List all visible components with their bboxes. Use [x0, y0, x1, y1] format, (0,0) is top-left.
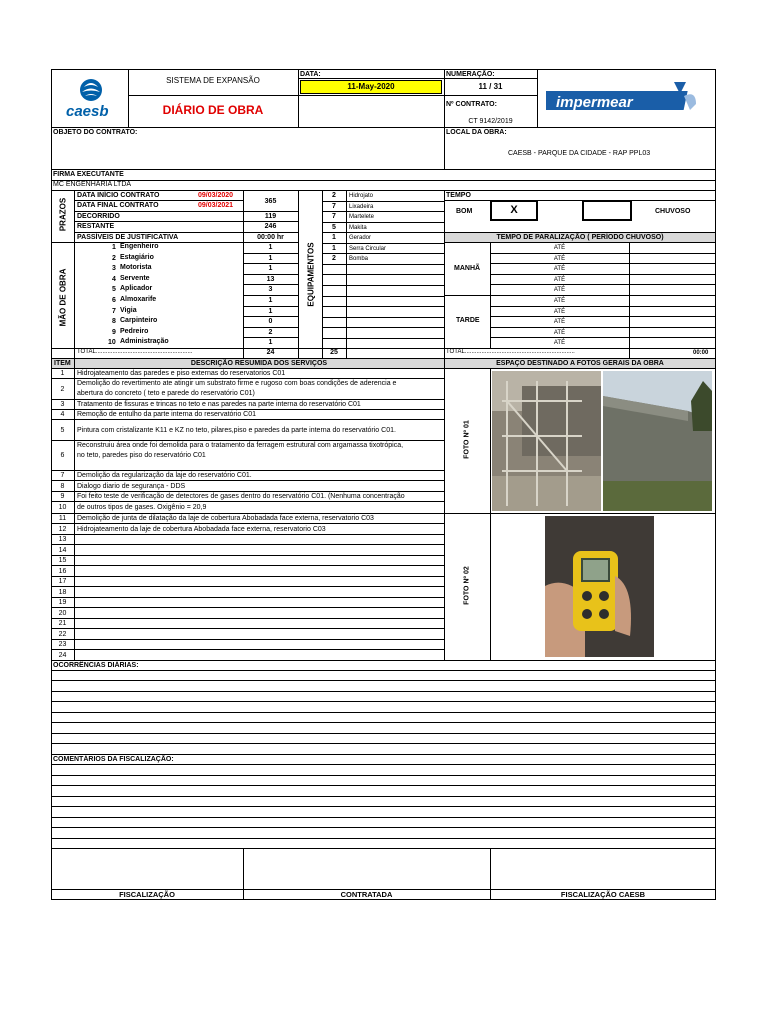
fotos-header: ESPAÇO DESTINADO A FOTOS GERAIS DA OBRA: [496, 360, 664, 367]
mao-item-label: Engenheiro: [120, 243, 159, 250]
ocorrencias-line[interactable]: [51, 743, 716, 744]
servico-item-text-line2: no teto, paredes piso do reservatório C01: [77, 452, 206, 459]
servico-item-number: 1: [60, 370, 65, 377]
photo-scaffolding: [492, 371, 601, 511]
caesb-logo-text: caesb: [66, 103, 109, 120]
mao-item-number: 10: [108, 339, 116, 346]
date-label: DATA:: [300, 71, 321, 78]
foto2-label: FOTO Nº 02: [463, 566, 471, 605]
prazo-decorrido-value: 119: [264, 213, 277, 220]
mao-item-label: Almoxarife: [120, 296, 157, 303]
ate-label: ATÉ: [553, 319, 566, 325]
mao-item-label: Pedreiro: [120, 328, 149, 335]
photo-reservoir: [603, 371, 712, 511]
prazo-decorrido-label: DECORRIDO: [77, 213, 120, 220]
mao-item-label: Motorista: [120, 264, 152, 271]
foto1-label: FOTO Nº 01: [463, 420, 471, 459]
prazo-inicio-date: 09/03/2020: [198, 192, 234, 199]
servico-item-number: 22: [58, 631, 67, 638]
system-title: SISTEMA DE EXPANSÃO: [166, 76, 260, 85]
ocorrencias-line[interactable]: [51, 680, 716, 681]
servico-item-text: Tratamento de fissuras e trincas no teto e nas paredes na parte interna do reservatório C01: [77, 401, 361, 408]
prazo-passiveis-value: 00:00 hr: [257, 234, 284, 241]
equip-item-qty: 7: [332, 203, 336, 210]
mao-item-number: 1: [112, 244, 116, 251]
servico-item-number: 8: [60, 483, 65, 490]
caesb-logo: [62, 75, 120, 120]
local-label: LOCAL DA OBRA:: [446, 129, 507, 136]
tempo-manha-label: MANHÃ: [454, 265, 481, 272]
tempo-tarde-label: TARDE: [456, 317, 480, 324]
comentarios-line[interactable]: [51, 817, 716, 818]
comentarios-line[interactable]: [51, 764, 716, 765]
tempo-chuvoso-checkbox[interactable]: [582, 200, 632, 221]
servico-item-number: 10: [58, 504, 67, 511]
servico-item-number: 9: [60, 493, 65, 500]
mao-de-obra-section-label: MÃO DE OBRA: [58, 268, 68, 327]
contrato-label: Nº CONTRATO:: [446, 101, 497, 108]
tempo-total-label: TOTAL..................................................................: [446, 349, 575, 355]
servico-item-number: 2: [60, 386, 65, 393]
comentarios-line[interactable]: [51, 827, 716, 828]
servico-item-number: 3: [60, 401, 65, 408]
prazos-section-label: PRAZOS: [58, 197, 68, 232]
tempo-label: TEMPO: [446, 192, 471, 199]
servico-item-number: 16: [58, 568, 67, 575]
equip-item-qty: 7: [332, 213, 336, 220]
servico-item-text-line2: abertura do concreto ( teto e parede do reservatório C01): [77, 390, 255, 397]
prazo-final-date: 09/03/2021: [198, 202, 234, 209]
prazo-inicio-label: DATA INÍCIO CONTRATO: [77, 192, 160, 199]
mao-item-qty: 1: [268, 255, 273, 262]
mao-item-label: Carpinteiro: [120, 317, 158, 324]
ate-label: ATÉ: [553, 298, 566, 304]
ate-label: ATÉ: [553, 330, 566, 336]
ocorrencias-line[interactable]: [51, 733, 716, 734]
servico-item-number: 5: [60, 427, 65, 434]
servico-item-text: Foi feito teste de verificação de detectores de gases dentro do reservatório C01. (Nenhuma concentração: [77, 493, 405, 500]
mao-item-label: Estagiário: [120, 254, 154, 261]
prazo-passiveis-label: PASSÍVEIS DE JUSTIFICATIVA: [77, 234, 179, 241]
mao-item-qty: 1: [268, 297, 273, 304]
comentarios-line[interactable]: [51, 775, 716, 776]
servico-item-text: Demolição do revertimento ate atingir um substrato firme e rugoso com boas condições de aderencia e: [77, 380, 397, 387]
local-value: CAESB - PARQUE DA CIDADE - RAP PPL03: [508, 150, 651, 157]
ate-label: ATÉ: [553, 287, 566, 293]
prazo-inicio-value: 365: [264, 198, 277, 205]
signature-contratada: CONTRATADA: [340, 890, 393, 899]
ocorrencias-line[interactable]: [51, 701, 716, 702]
servico-item-text: Dialogo diario de segurança - DDS: [77, 483, 186, 490]
mao-item-label: Aplicador: [120, 285, 153, 292]
comentarios-line[interactable]: [51, 838, 716, 839]
ate-label: ATÉ: [553, 256, 566, 262]
comentarios-line[interactable]: [51, 806, 716, 807]
tempo-bom-mark: X: [510, 204, 518, 216]
tempo-bom-label: BOM: [456, 208, 473, 215]
ocorrencias-line[interactable]: [51, 712, 716, 713]
mao-item-number: 4: [112, 276, 116, 283]
servico-item-number: 15: [58, 557, 67, 564]
equip-item-label: Hidrojato: [349, 193, 374, 199]
ocorrencias-line[interactable]: [51, 722, 716, 723]
numeracao-label: NUMERAÇÃO:: [446, 71, 495, 78]
page-title: DIÁRIO DE OBRA: [162, 103, 264, 117]
equip-item-label: Gerador: [349, 235, 372, 241]
equip-item-qty: 2: [332, 192, 336, 199]
mao-item-qty: 1: [268, 244, 273, 251]
equip-item-label: Bomba: [349, 256, 369, 262]
date-value: 11-May-2020: [347, 82, 395, 91]
objeto-label: OBJETO DO CONTRATO:: [53, 129, 138, 136]
servico-item-number: 18: [58, 589, 67, 596]
servico-item-number: 21: [58, 620, 67, 627]
prazo-restante-label: RESTANTE: [77, 223, 115, 230]
ate-label: ATÉ: [553, 340, 566, 346]
mao-total-value: 24: [266, 349, 275, 356]
tempo-total-value: 00:00: [693, 350, 709, 356]
servico-item-text: Demolição de junta de dilatação da laje de cobertura Abobadada face externa, reservatorio C03: [77, 515, 374, 522]
ate-label: ATÉ: [553, 277, 566, 283]
servico-item-number: 20: [58, 610, 67, 617]
equip-total-value: 25: [330, 349, 338, 356]
servico-item-number: 17: [58, 578, 67, 585]
mao-item-qty: 13: [266, 276, 275, 283]
equip-item-qty: 1: [332, 234, 336, 241]
equip-item-label: Makita: [349, 225, 367, 231]
servico-item-text: Remoção de entulho da parte interna do reservatório C01: [77, 411, 256, 418]
mao-total-label: TOTAL..........................................................: [77, 349, 193, 355]
servicos-header: DESCRIÇÃO RESUMIDA DOS SERVIÇOS: [190, 360, 328, 367]
impermear-logo: [546, 80, 698, 116]
equip-item-label: Serra Circular: [349, 246, 387, 252]
mao-item-number: 7: [112, 308, 116, 315]
prazo-final-label: DATA FINAL CONTRATO: [77, 202, 159, 209]
photo-gas-detector: [545, 516, 654, 657]
mao-item-qty: 1: [268, 265, 273, 272]
servico-item-number: 11: [58, 515, 67, 522]
firma-label: FIRMA EXECUTANTE: [53, 171, 124, 178]
numeracao-value: 11 / 31: [478, 82, 503, 91]
ocorrencias-line[interactable]: [51, 691, 716, 692]
servico-item-text: Reconstruiu área onde foi demolida para o tratamento da ferragem estrutural com argamassa tixotrópica,: [77, 442, 404, 449]
equip-item-qty: 2: [332, 255, 336, 262]
servico-item-number: 24: [58, 652, 67, 659]
mao-item-qty: 2: [268, 329, 273, 336]
mao-item-qty: 1: [268, 339, 273, 346]
servico-item-number: 23: [58, 641, 67, 648]
item-header: ITEM: [54, 360, 71, 367]
comentarios-line[interactable]: [51, 796, 716, 797]
mao-item-number: 3: [112, 265, 116, 272]
contrato-value: CT 9142/2019: [468, 118, 513, 125]
mao-item-number: 6: [112, 297, 116, 304]
mao-item-label: Servente: [120, 275, 150, 282]
servico-item-number: 12: [58, 526, 67, 533]
mao-item-label: Vigia: [120, 307, 137, 314]
equip-item-label: Lixadeira: [349, 204, 374, 210]
mao-item-number: 5: [112, 286, 116, 293]
signature-fiscalizacao: FISCALIZAÇÃO: [119, 890, 175, 899]
ocorrencias-line[interactable]: [51, 670, 716, 671]
comentarios-label: COMENTÁRIOS DA FISCALIZAÇÃO:: [53, 756, 174, 763]
servico-item-number: 7: [60, 472, 65, 479]
equip-item-qty: 1: [332, 245, 336, 252]
servico-item-number: 14: [58, 547, 67, 554]
mao-item-qty: 1: [268, 308, 273, 315]
tempo-chuvoso-label: CHUVOSO: [655, 208, 691, 215]
impermear-logo-text: impermear: [556, 94, 633, 111]
firma-value: MC ENGENHARIA LTDA: [53, 181, 132, 188]
servico-item-number: 13: [58, 536, 67, 543]
servico-item-text: Hidrojateamento das paredes e piso externas do reservatorios C01: [77, 370, 286, 377]
ocorrencias-label: OCORRÊNCIAS DIÁRIAS:: [53, 662, 139, 669]
ocorrencias-line[interactable]: [51, 754, 716, 755]
servico-item-number: 19: [58, 599, 67, 606]
mao-item-number: 9: [112, 329, 116, 336]
ate-label: ATÉ: [553, 309, 566, 315]
servico-item-text: Hidrojateamento da laje de cobertura Abobadada face externa, reservatorio C03: [77, 526, 326, 533]
ate-label: ATÉ: [553, 266, 566, 272]
servico-item-text: de outros tipos de gases. Oxigênio = 20,9: [77, 504, 207, 511]
mao-item-qty: 0: [268, 318, 273, 325]
equipamentos-section-label: EQUIPAMENTOS: [306, 242, 316, 307]
mao-item-number: 2: [112, 255, 116, 262]
signature-fiscalizacao-caesb: FISCALIZAÇÃO CAESB: [560, 890, 646, 899]
tempo-paralizacao-header: TEMPO DE PARALIZAÇÃO ( PERÍODO CHUVOSO): [496, 234, 664, 241]
mao-item-qty: 3: [268, 286, 273, 293]
servico-item-text: Pintura com cristalizante K11 e KZ no teto, pilares,piso e paredes da parte interna do reservatório C01.: [77, 427, 396, 434]
ate-label: ATÉ: [553, 245, 566, 251]
comentarios-line[interactable]: [51, 785, 716, 786]
equip-item-qty: 5: [332, 224, 336, 231]
prazo-restante-value: 246: [264, 223, 277, 230]
servico-item-number: 6: [60, 452, 65, 459]
mao-item-number: 8: [112, 318, 116, 325]
servico-item-number: 4: [60, 411, 65, 418]
servico-item-text: Demolição da regularização da laje do reservatório C01.: [77, 472, 252, 479]
mao-item-label: Administração: [120, 338, 169, 345]
equip-item-label: Martelete: [349, 214, 375, 220]
